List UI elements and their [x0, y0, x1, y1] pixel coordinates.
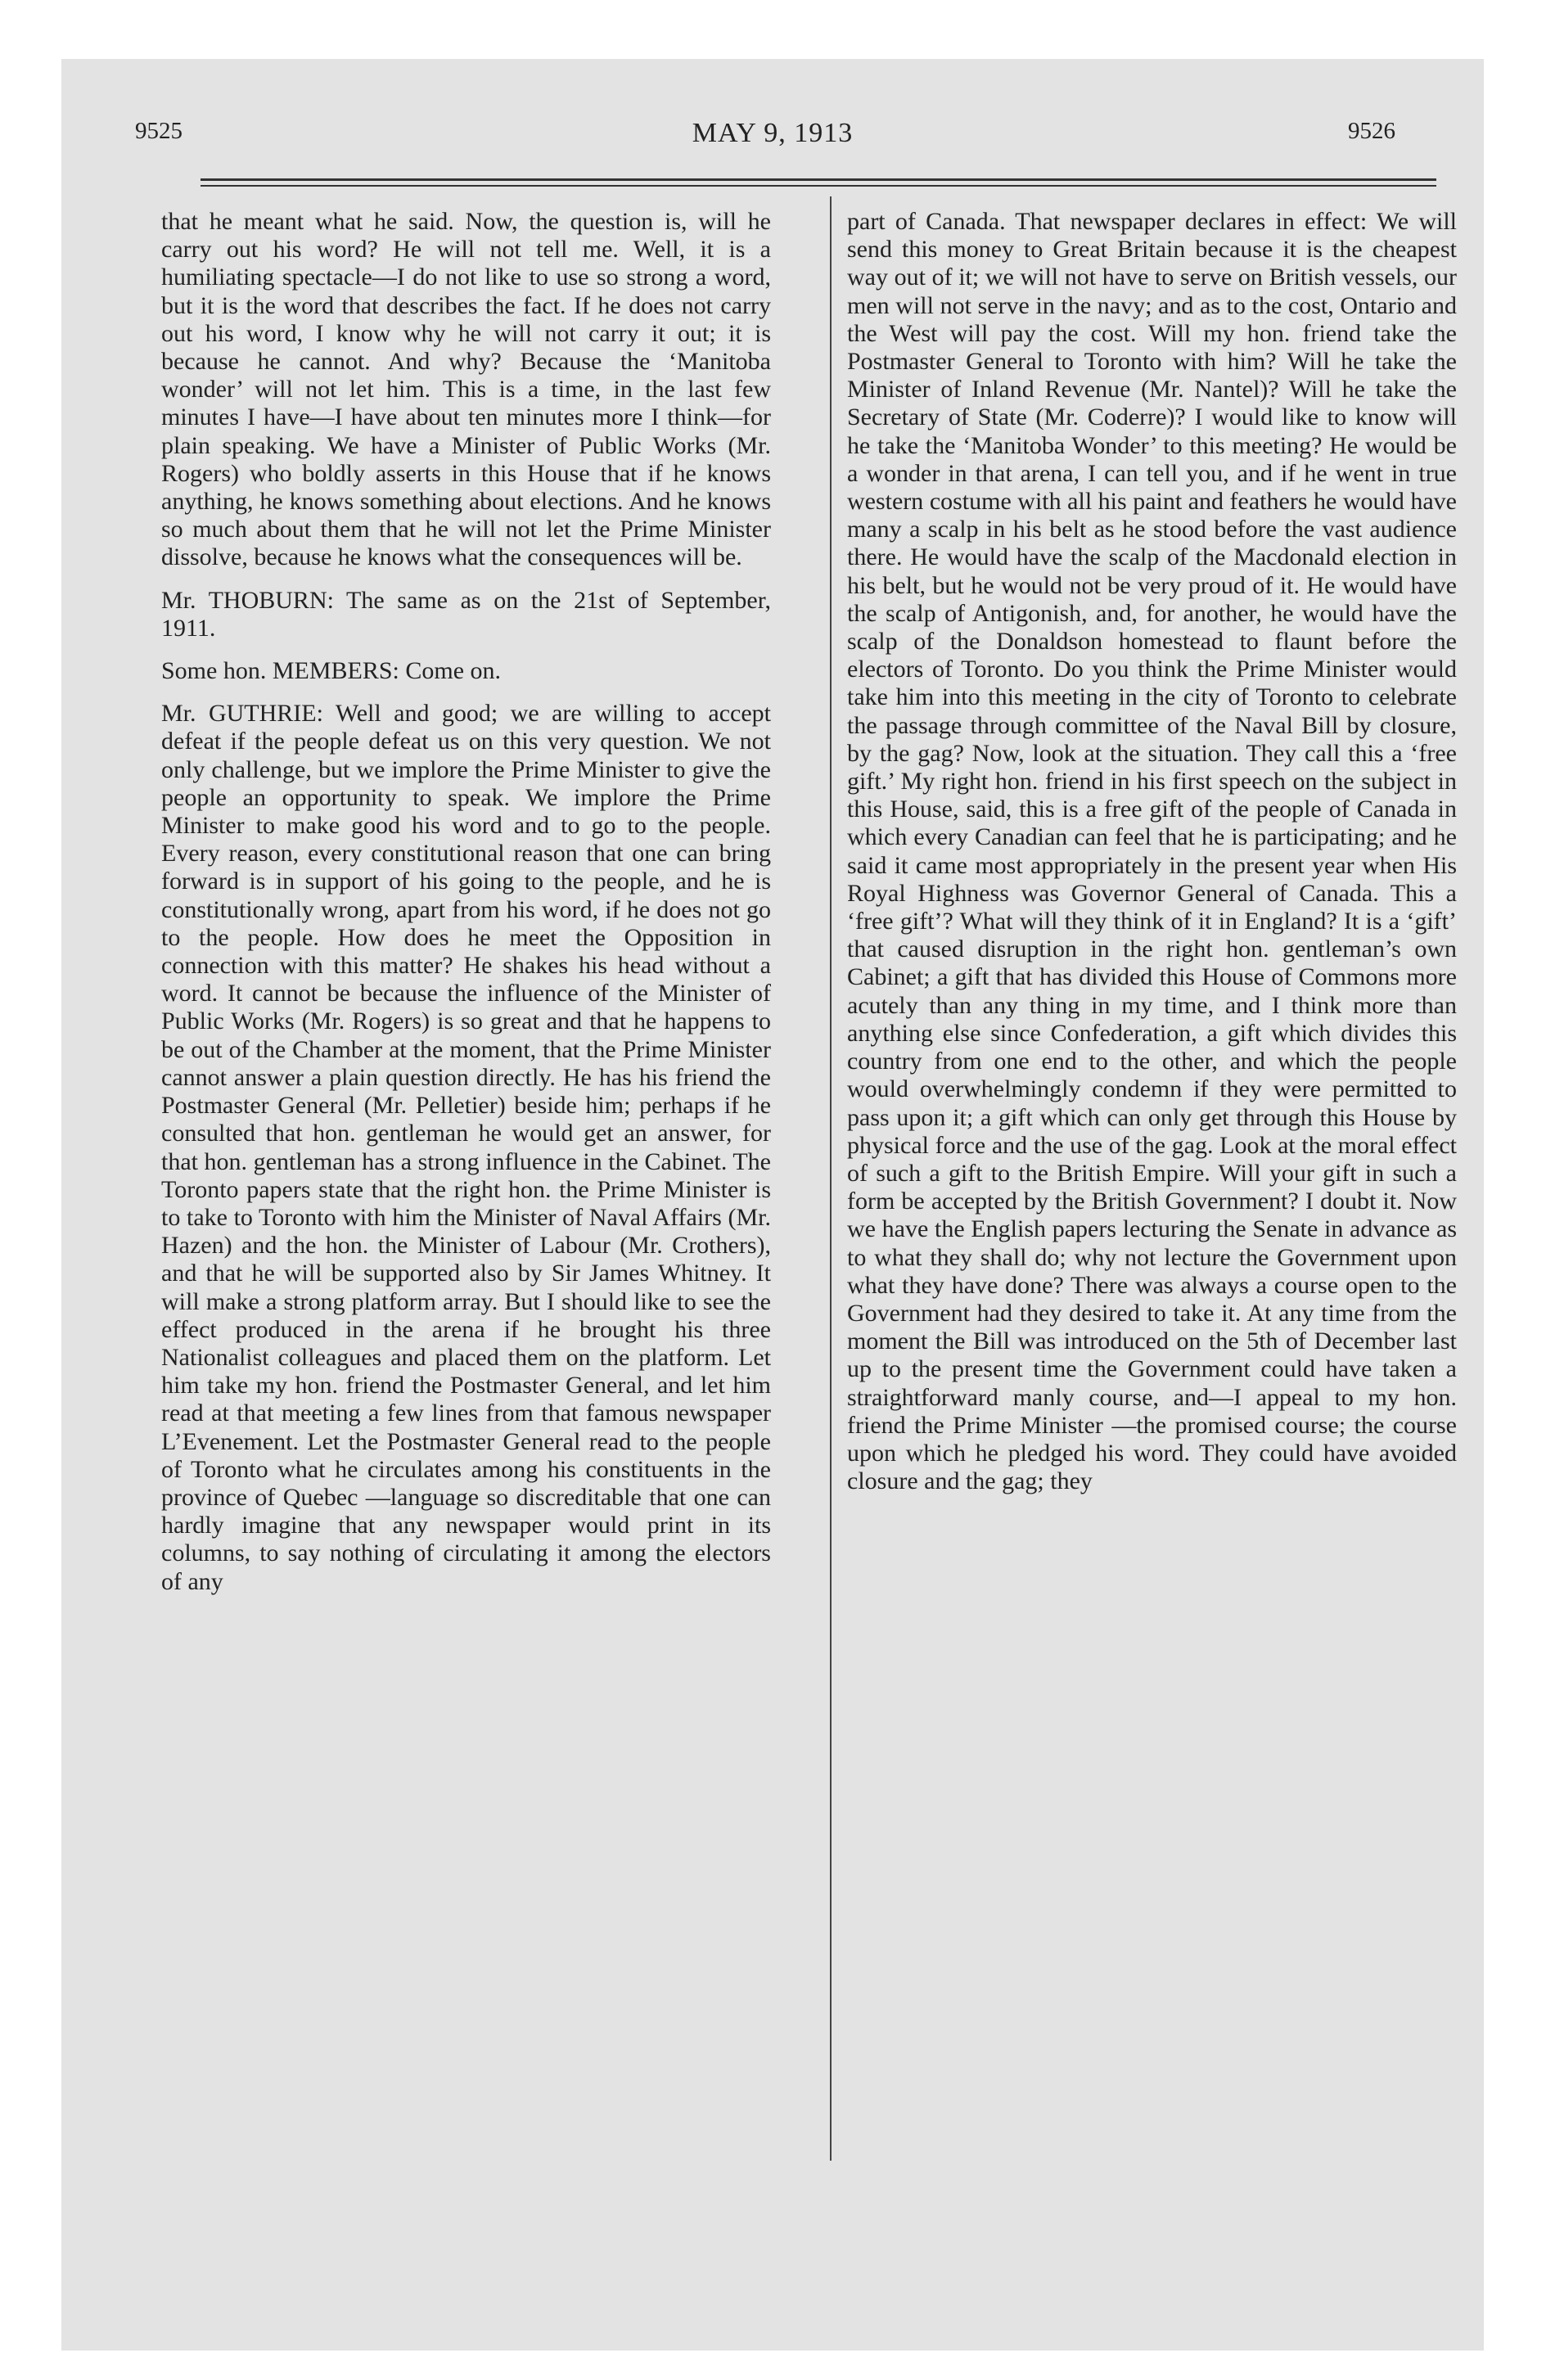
column-divider	[830, 196, 832, 2161]
scanned-page	[61, 59, 1484, 2351]
paragraph: that he meant what he said. Now, the question is, will he carry out his word? He will not tell me. Well, it is a humiliating spectacle—I do not like to use so strong a word, but it is the word that describes the fact. If he does not carry out his word, I know why he will not carry it out; it is because he cannot. And why? Because the ‘Manitoba wonder’ will not let him. This is a time, in the last few minutes I have—I have about ten minutes more I think—for plain speaking. We have a Minister of Public Works (Mr. Rogers) who boldly asserts in this House that if he knows anything, he knows something about elections. And he knows so much about them that he will not let the Prime Minister dissolve, because he knows what the consequences will be.	[161, 208, 771, 571]
paragraph: Mr. THOBURN: The same as on the 21st of September, 1911.	[161, 586, 771, 642]
paragraph: Mr. GUTHRIE: Well and good; we are willing to accept defeat if the people defeat us on this very question. We not only challenge, but we implore the Prime Minister to give the people an opportunity to speak. We implore the Prime Minister to make good his word and to go to the people. Every reason, every constitutional reason that one can bring forward is in support of his going to the people, and he is constitutionally wrong, apart from his word, if he does not go to the people. How does he meet the Opposition in connection with this matter? He shakes his head without a word. It cannot be because the influence of the Minister of Public Works (Mr. Rogers) is so great and that he happens to be out of the Chamber at the moment, that the Prime Minister cannot answer a plain question directly. He has his friend the Postmaster General (Mr. Pelletier) beside him; perhaps if he consulted that hon. gentleman he would get an answer, for that hon. gentleman has a strong influence in the Cabinet. The Toronto papers state that the right hon. the Prime Minister is to take to Toronto with him the Minister of Naval Affairs (Mr. Hazen) and the hon. the Minister of Labour (Mr. Crothers), and that he will be supported also by Sir James Whitney. It will make a strong platform array. But I should like to see the effect produced in the arena if he brought his three Nationalist colleagues and placed them on the platform. Let him take my hon. friend the Postmaster General, and let him read at that meeting a few lines from that famous newspaper L’Evenement. Let the Postmaster General read to the people of Toronto what he circulates among his constituents in the province of Quebec —language so discreditable that one can hardly imagine that any newspaper would print in its columns, to say nothing of circulating it among the electors of any	[161, 700, 771, 1595]
page-number-right: 9526	[1348, 118, 1395, 144]
page-header	[61, 118, 1484, 167]
right-column	[847, 208, 1457, 1495]
page-date: MAY 9, 1913	[692, 118, 854, 148]
paragraph: Some hon. MEMBERS: Come on.	[161, 657, 502, 685]
left-column	[161, 208, 771, 1596]
header-rule	[201, 178, 1436, 181]
paragraph: part of Canada. That newspaper declares in effect: We will send this money to Great Britain because it is the cheapest way out of it; we will not have to serve on British vessels, our men will not serve in the navy; and as to the cost, Ontario and the West will pay the cost. Will my hon. friend take the Postmaster General to Toronto with him? Will he take the Minister of Inland Revenue (Mr. Nantel)? Will he take the Secretary of State (Mr. Coderre)? I would like to know will he take the ‘Manitoba Wonder’ to this meeting? He would be a wonder in that arena, I can tell you, and if he went in true western costume with all his paint and feathers he would have many a scalp in his belt as he stood before the vast audience there. He would have the scalp of the Macdonald election in his belt, but he would not be very proud of it. He would have the scalp of Antigonish, and, for another, he would have the scalp of the Donaldson homestead to flaunt before the electors of Toronto. Do you think the Prime Minister would take him into this meeting in the city of Toronto to celebrate the passage through committee of the Naval Bill by closure, by the gag? Now, look at the situation. They call this a ‘free gift.’ My right hon. friend in his first speech on the subject in this House, said, this is a free gift of the people of Canada in which every Canadian can feel that he is participating; and he said it came most appropriately in the present year when His Royal Highness was Governor General of Canada. This a ‘free gift’? What will they think of it in England? It is a ‘gift’ that caused disruption in the right hon. gentleman’s own Cabinet; a gift that has divided this House of Commons more acutely than any thing in my time, and I think more than anything else since Confederation, a gift which divides this country from one end to the other, and which the people would overwhelmingly condemn if they were permitted to pass upon it; a gift which can only get through this House by physical force and the use of the gag. Look at the moral effect of such a gift to the British Empire. Will your gift in such a form be accepted by the British Government? I doubt it. Now we have the English papers lecturing the Senate in advance as to what they shall do; why not lecture the Government upon what they have done? There was always a course open to the Government had they desired to take it. At any time from the moment the Bill was introduced on the 5th of December last up to the present time the Government could have taken a straightforward manly course, and—I appeal to my hon. friend the Prime Minister —the promised course; the course upon which he pledged his word. They could have avoided closure and the gag; they	[847, 208, 1457, 1495]
header-rule-second	[201, 185, 1436, 187]
page-number-left: 9525	[135, 118, 183, 144]
